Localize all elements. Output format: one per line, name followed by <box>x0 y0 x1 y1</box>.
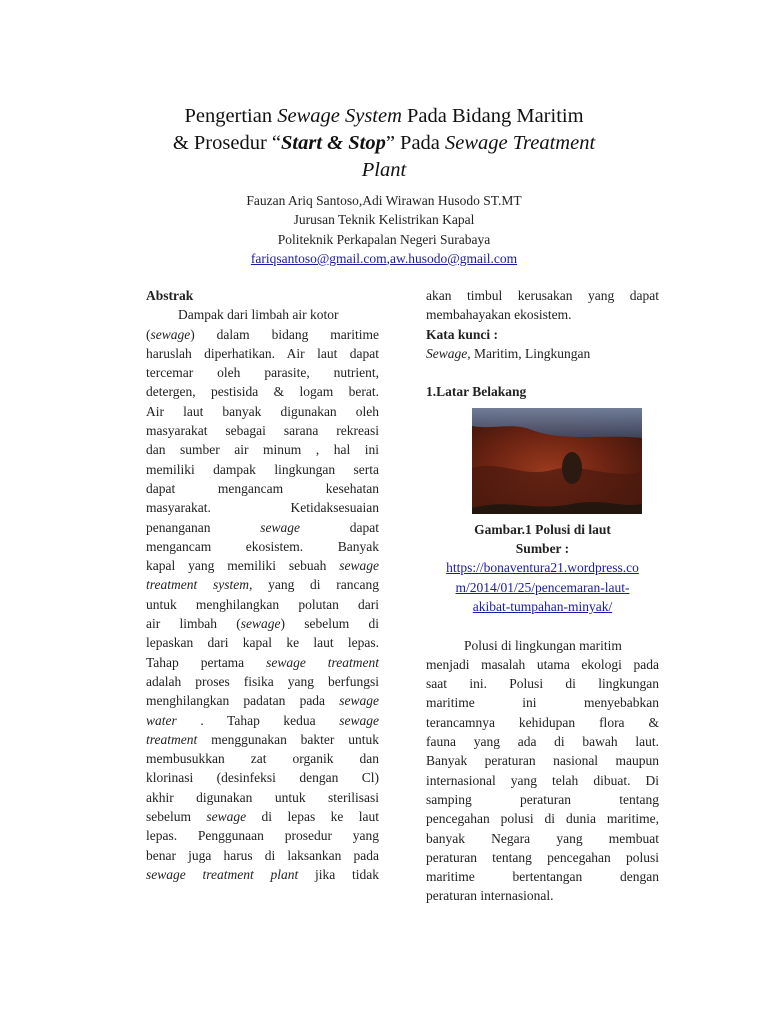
body-line: maritime bertentangan dengan <box>426 869 659 885</box>
abstract-line <box>146 865 379 884</box>
title-text: ” Pada <box>385 132 446 154</box>
abstract-line <box>146 730 379 749</box>
email-link-2[interactable]: aw.husodo@gmail.com <box>390 250 518 266</box>
text-italic: sewage <box>339 712 379 728</box>
text: ) dalam bidang maritime <box>190 326 379 342</box>
abstract-line: adalah proses fisika yang berfungsi <box>146 673 379 689</box>
text-italic: sewage <box>339 693 379 709</box>
abstract-line: lepas. Penggunaan prosedur yang <box>146 828 379 844</box>
author-institution: Politeknik Perkapalan Negeri Surabaya <box>277 231 491 247</box>
keyword-italic: Sewage, <box>426 345 471 361</box>
spacer <box>426 616 659 635</box>
author-department: Jurusan Teknik Kelistrikan Kapal <box>293 212 475 228</box>
figure-source-link[interactable]: m/2014/01/25/pencemaran-laut- <box>455 579 630 595</box>
body-line: pencegahan polusi di dunia maritime, <box>426 811 659 827</box>
title-text-italic: Sewage Treatment <box>445 132 596 154</box>
title-line-2 <box>120 130 648 157</box>
body-line: Polusi di lingkungan maritim <box>464 637 622 653</box>
text: menghilangkan padatan pada <box>146 693 340 709</box>
abstract-line: detergen, pestisida & logam berat. <box>146 384 379 400</box>
text: ) sebelum di <box>280 616 379 632</box>
text: . Tahap kedua <box>176 712 340 728</box>
title-line-1 <box>120 103 648 130</box>
body-line: banyak Negara yang membuat <box>426 830 659 846</box>
text-italic: treatment system, <box>146 577 253 593</box>
text-italic: sewage treatment <box>266 654 380 670</box>
text: yang di rancang <box>252 577 379 593</box>
body-line: internasional yang telah dibuat. Di <box>426 772 659 788</box>
keywords-text: Maritim, Lingkungan <box>470 345 591 361</box>
body-line: maritime ini menyebabkan <box>426 695 659 711</box>
body-line: menjadi masalah utama ekologi pada <box>426 656 659 672</box>
text-italic: sewage <box>150 326 191 342</box>
abstract-line <box>146 556 379 575</box>
email-separator: , <box>386 250 391 266</box>
abstract-line <box>146 711 379 730</box>
abstract-line: membusukkan zat organik dan <box>146 751 379 767</box>
figure-caption: Gambar.1 Polusi di laut <box>474 521 611 537</box>
body-line: terancamnya kehidupan flora & <box>426 714 659 730</box>
abstract-line <box>146 614 379 633</box>
text-italic: sewage treatment plant <box>146 866 299 882</box>
figure-source-label: Sumber : <box>515 541 570 557</box>
abstract-line: untuk menghilangkan polutan dari <box>146 596 379 612</box>
figure-source-link[interactable]: akibat-tumpahan-minyak/ <box>472 598 613 614</box>
text: di lepas ke laut <box>246 809 379 825</box>
abstract-line <box>146 653 379 672</box>
body-line: fauna yang ada di bawah laut. <box>426 734 659 750</box>
figure-source-link[interactable]: https://bonaventura21.wordpress.co <box>446 560 639 576</box>
abstract-line <box>146 575 379 594</box>
body-line: peraturan internasional. <box>426 888 554 904</box>
abstract-line <box>146 807 379 826</box>
text: ( <box>146 326 151 342</box>
abstract-line: masyarakat. Ketidaksesuaian <box>146 500 379 516</box>
rock <box>562 452 582 484</box>
body-line: Banyak peraturan nasional maupun <box>426 753 659 769</box>
text: penanganan <box>146 519 261 535</box>
abstract-line: masyarakat sebagai sarana rekreasi <box>146 423 379 439</box>
text-italic: sewage <box>206 809 247 825</box>
abstract-line: benar juga harus di laksankan pada <box>146 847 379 863</box>
oil-spill-photo <box>472 408 642 514</box>
abstract-line: tercemar oleh parasite, nutrient, <box>146 365 379 381</box>
body-line: akan timbul kerusakan yang dapat <box>426 288 659 303</box>
keywords-line <box>426 344 659 363</box>
text: dapat <box>299 519 379 535</box>
body-line: samping peraturan tentang <box>426 791 659 807</box>
abstract-line: dan sumber air minum , hal ini <box>146 442 379 458</box>
abstract-line: memiliki dampak lingkungan serta <box>146 461 379 477</box>
abstract-line: dapat mengancam kesehatan <box>146 480 379 496</box>
section-heading: 1.Latar Belakang <box>426 384 527 400</box>
text: kapal yang memiliki sebuah <box>146 558 340 574</box>
abstract-line: lepaskan dari kapal ke laut lepas. <box>146 635 379 651</box>
paper-title <box>120 103 648 184</box>
abstract-line: klorinasi (desinfeksi dengan Cl) <box>146 770 379 786</box>
abstract-line: akhir digunakan untuk sterilisasi <box>146 789 379 805</box>
text: jika tidak <box>298 866 379 882</box>
title-text: Pada Bidang Maritim <box>401 105 584 127</box>
body-line: peraturan tentang pencegahan polusi <box>426 849 659 865</box>
title-text: & Prosedur “ <box>172 132 282 154</box>
abstract-line: mengancam ekosistem. Banyak <box>146 538 379 554</box>
text: menggunakan bakter untuk <box>197 731 379 747</box>
abstract-heading: Abstrak <box>146 288 194 303</box>
keywords-label: Kata kunci : <box>426 326 499 342</box>
text-italic: sewage <box>339 558 379 574</box>
author-block <box>150 191 618 268</box>
text: sebelum <box>146 809 207 825</box>
text-italic: treatment <box>146 731 198 747</box>
abstract-line <box>146 691 379 710</box>
text-italic: water <box>146 712 177 728</box>
author-names: Fauzan Ariq Santoso,Adi Wirawan Husodo ST.MT <box>246 193 522 208</box>
abstract-line: haruslah diperhatikan. Air laut dapat <box>146 345 379 361</box>
email-link-1[interactable]: fariqsantoso@gmail.com <box>250 250 387 266</box>
title-line-3: Plant <box>361 159 407 181</box>
right-column <box>426 286 659 906</box>
author-emails <box>150 249 618 268</box>
text: air limbah ( <box>146 616 241 632</box>
body-line: saat ini. Polusi di lingkungan <box>426 676 659 692</box>
title-text: Pengertian <box>184 105 278 127</box>
abstract-line <box>146 325 379 344</box>
title-text-italic: Start & Stop <box>281 132 386 154</box>
title-text-italic: Sewage System <box>277 105 402 127</box>
text: Tahap pertama <box>146 654 267 670</box>
abstract-line: Air laut banyak digunakan oleh <box>146 403 379 419</box>
abstract-line: Dampak dari limbah air kotor <box>178 307 339 323</box>
text-italic: sewage <box>240 616 281 632</box>
left-column <box>146 286 379 884</box>
text-italic: sewage <box>260 519 300 535</box>
body-line: membahayakan ekosistem. <box>426 307 572 323</box>
spacer <box>426 363 659 382</box>
abstract-line <box>146 518 379 537</box>
